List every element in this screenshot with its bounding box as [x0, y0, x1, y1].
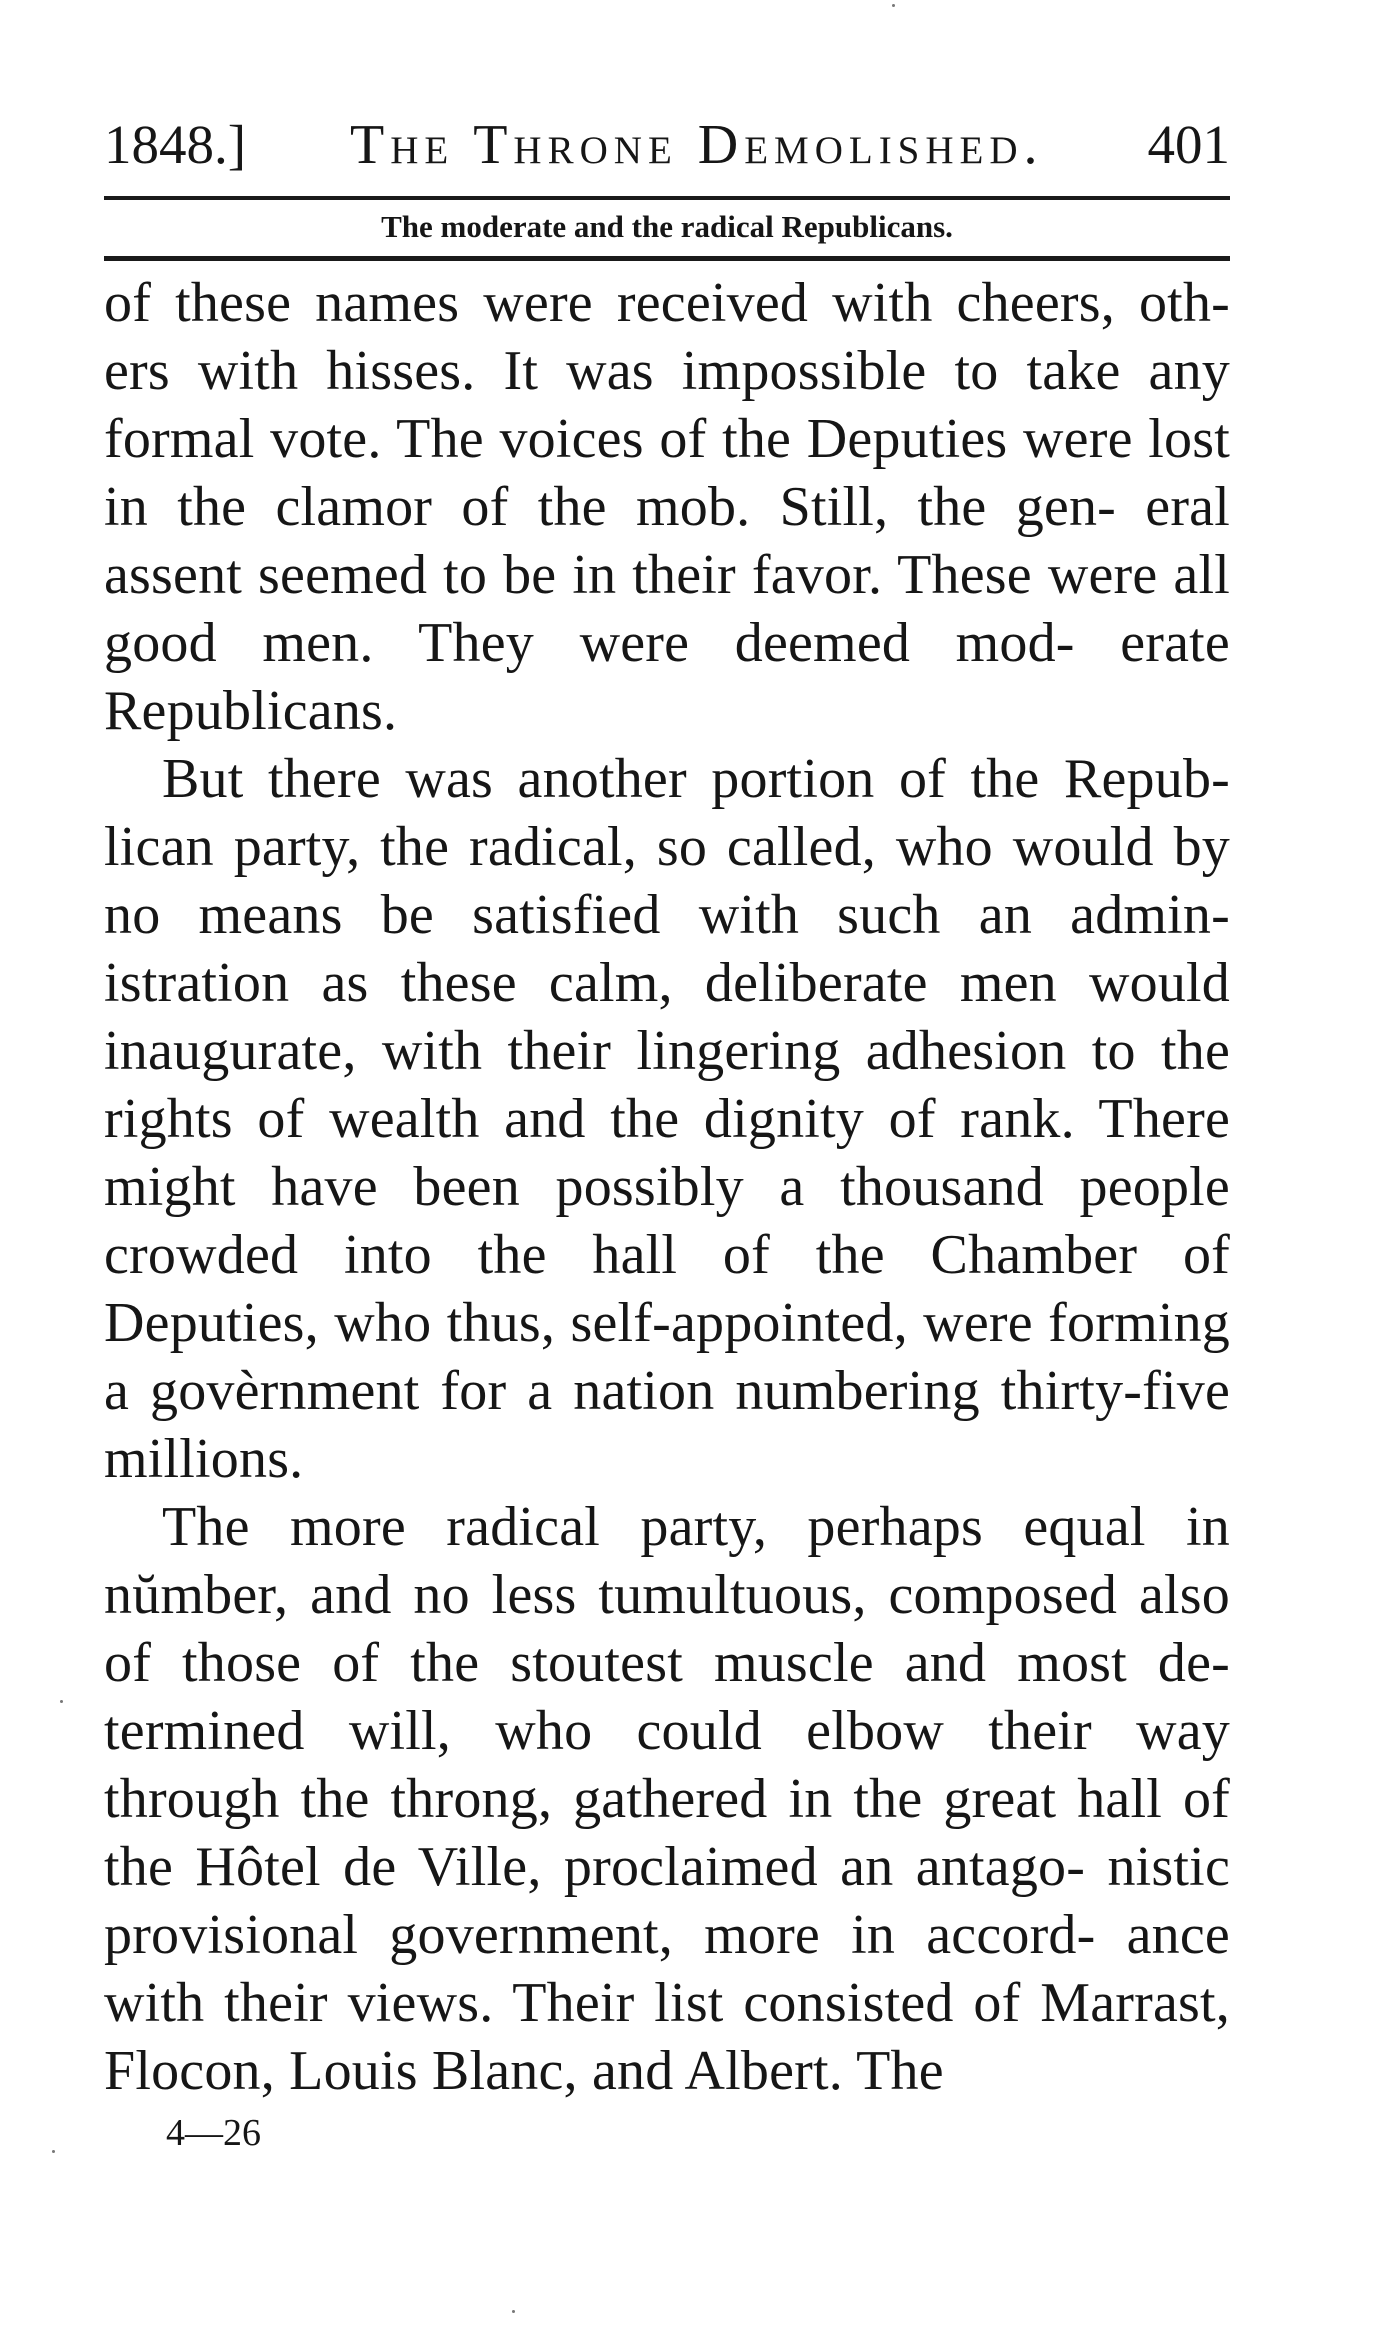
paper-speck — [60, 1700, 63, 1703]
page-number: 401 — [1147, 114, 1230, 175]
paper-speck — [52, 2150, 55, 2153]
running-header — [104, 110, 1230, 186]
paper-speck — [512, 2310, 515, 2313]
signature-mark: 4—26 — [166, 2112, 261, 2154]
header-year: 1848.] — [104, 114, 247, 175]
subtitle-rule — [104, 256, 1230, 261]
book-page — [104, 110, 1230, 2161]
paragraph-2: But there was another portion of the Repub- lican party, the radical, so called, who would by no means be satisfied with such an admin- istration as these calm, deliberate men would inaugurate, with their lingering adhesion to the rights of wealth and the dignity of rank. There might have been possibly a thousand people crowded into the hall of the Chamber of Deputies, who thus, self-appointed, were forming a govѐrnment for a nation numbering thirty-five millions. — [104, 748, 1230, 1490]
header-rule — [104, 196, 1230, 200]
body-text — [104, 269, 1230, 2105]
header-title: The Throne Demolished. — [350, 114, 1044, 176]
paragraph-1: of these names were received with cheers, oth- ers with hisses. It was impossible to take any formal vote. The voices of the Deputies were lost in the clamor of the mob. Still, the gen- eral assent seemed to be in their favor. These were all good men. They were deemed mod- erate Republicans. — [104, 272, 1230, 742]
paper-speck — [892, 4, 895, 7]
paragraph-3: The more radical party, perhaps equal in nŭmber, and no less tumultuous, composed also of those of the stoutest muscle and most de- termined will, who could elbow their way through the throng, gathered in the great hall of the Hôtel de Ville, proclaimed an antago- nistic provisional government, more in accord- ance with their views. Their list consisted of Marrast, Flocon, Louis Blanc, and Albert. The — [104, 1496, 1230, 2102]
section-subtitle: The moderate and the radical Republicans. — [381, 209, 953, 244]
